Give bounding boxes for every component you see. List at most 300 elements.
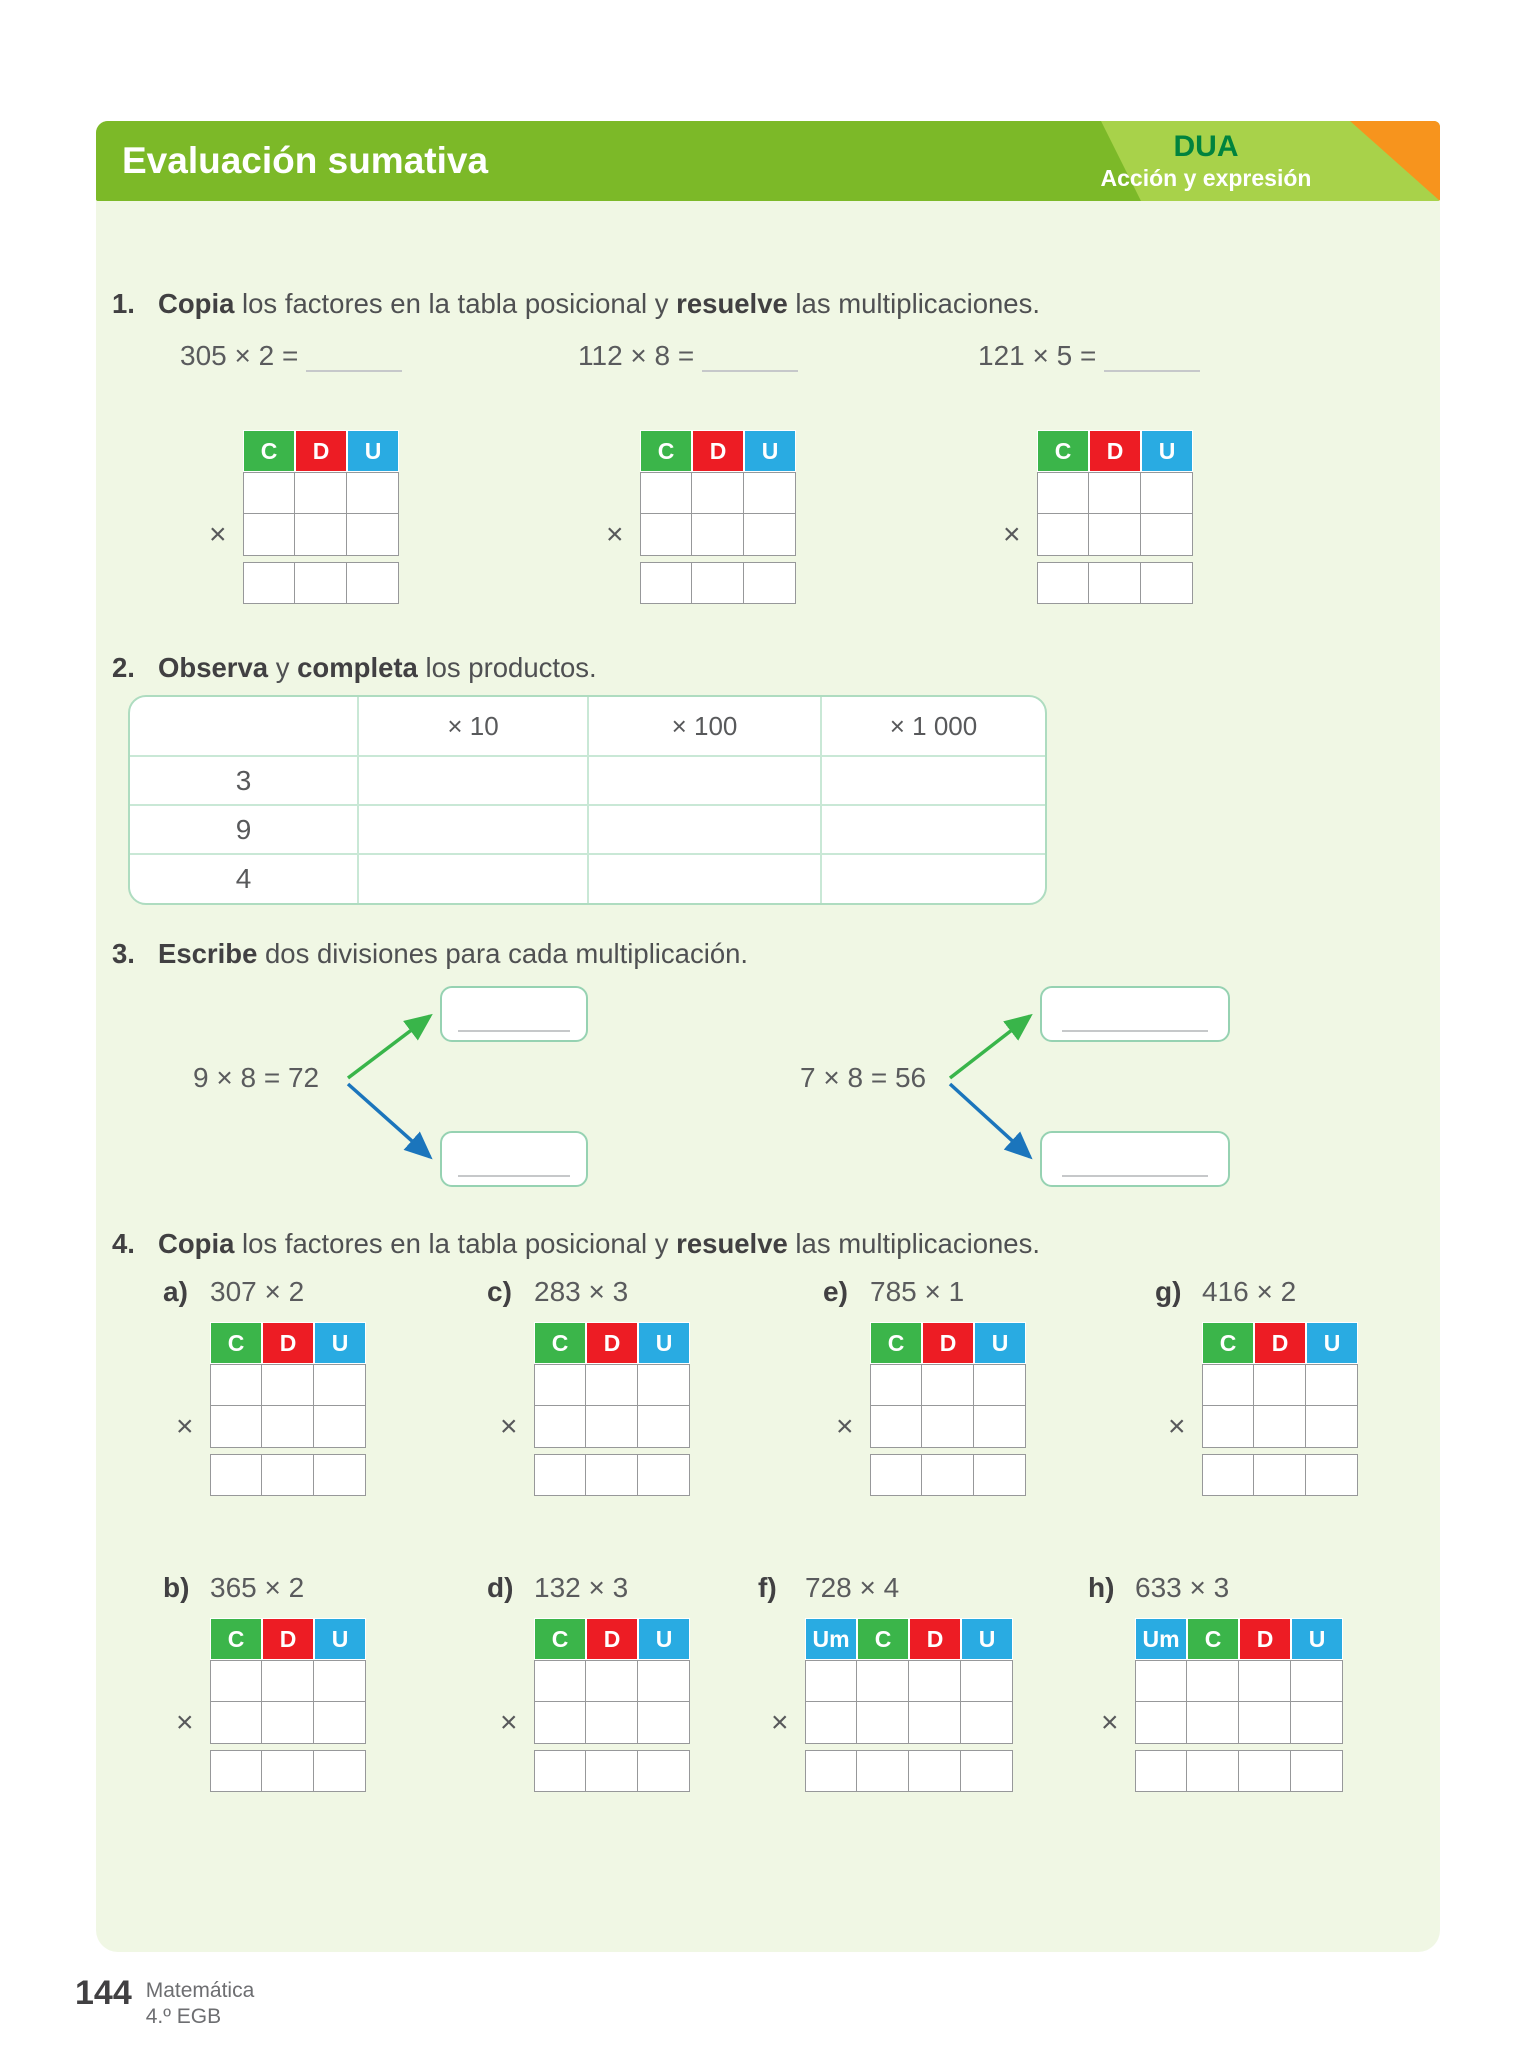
- column-header-U: U: [314, 1322, 366, 1364]
- column-header-U: U: [974, 1322, 1026, 1364]
- division-arrows-icon: [944, 983, 1040, 1195]
- place-value-header-row: [210, 1322, 366, 1364]
- table-row: [534, 1660, 690, 1702]
- digit-cell[interactable]: [1306, 1406, 1358, 1448]
- place-value-table-g: [1168, 1322, 1358, 1496]
- place-value-table-1: [209, 430, 399, 604]
- table-row: [1037, 562, 1193, 604]
- answer-blank[interactable]: [1104, 342, 1200, 372]
- place-value-header-row: [534, 1618, 690, 1660]
- column-header-U: U: [1306, 1322, 1358, 1364]
- column-header-C: C: [1037, 430, 1089, 472]
- digit-cell[interactable]: [857, 1750, 909, 1792]
- table-row: [243, 562, 399, 604]
- instruction-text: los productos.: [417, 652, 597, 683]
- digit-cell[interactable]: [1135, 1702, 1187, 1744]
- table-row: [534, 1750, 690, 1792]
- place-value-header-row: [210, 1618, 366, 1660]
- digit-cell[interactable]: [295, 514, 347, 556]
- digit-cell[interactable]: [262, 1750, 314, 1792]
- subject-label: Matemática: [145, 1979, 255, 2002]
- exercise4-item-c: [487, 1276, 690, 1501]
- digit-cell[interactable]: [1141, 472, 1193, 514]
- table-row: [870, 1406, 1026, 1448]
- exercise4-item-a: [163, 1276, 366, 1501]
- table-row: [210, 1364, 366, 1406]
- table-row: [805, 1702, 1013, 1744]
- item-label: h): [1088, 1572, 1115, 1603]
- table-row: [210, 1406, 366, 1448]
- digit-cell[interactable]: [210, 1364, 262, 1406]
- table-row: [1037, 514, 1193, 556]
- product-cell[interactable]: [587, 804, 820, 853]
- item-expression: 728 × 4: [805, 1572, 900, 1603]
- grade-label: 4.º EGB: [145, 2005, 222, 2029]
- column-header-D: D: [692, 430, 744, 472]
- column-header-C: C: [640, 430, 692, 472]
- instruction-bold: resuelve: [676, 1228, 788, 1259]
- product-cell[interactable]: [587, 755, 820, 804]
- place-value-table-f: [771, 1618, 1013, 1792]
- digit-cell[interactable]: [314, 1702, 366, 1744]
- digit-cell[interactable]: [586, 1406, 638, 1448]
- multiplication-problem-1: [180, 340, 402, 372]
- digit-cell[interactable]: [744, 514, 796, 556]
- digit-cell[interactable]: [1254, 1406, 1306, 1448]
- digit-cell[interactable]: [586, 1454, 638, 1496]
- division-answer-box[interactable]: [1040, 986, 1230, 1042]
- division-arrows-icon: [340, 983, 440, 1195]
- column-header-D: D: [1254, 1322, 1306, 1364]
- book-info: [146, 1974, 255, 2031]
- column-header-Um: Um: [1135, 1618, 1187, 1660]
- times-sign: ×: [209, 518, 227, 551]
- digit-cell[interactable]: [857, 1660, 909, 1702]
- digit-cell[interactable]: [909, 1702, 961, 1744]
- column-header-x100: × 100: [587, 697, 820, 755]
- exercise2-number: 2.: [112, 652, 135, 683]
- digit-cell[interactable]: [692, 514, 744, 556]
- digit-cell[interactable]: [314, 1364, 366, 1406]
- times-sign: ×: [1168, 1410, 1186, 1443]
- table-row: [1202, 1454, 1358, 1496]
- place-value-grid: [534, 1322, 690, 1496]
- place-value-header-row: [640, 430, 796, 472]
- digit-cell[interactable]: [314, 1406, 366, 1448]
- answer-blank[interactable]: [702, 342, 798, 372]
- page-number: 144: [75, 1974, 132, 2012]
- row-label: 3: [130, 755, 357, 804]
- digit-cell[interactable]: [262, 1702, 314, 1744]
- column-header-D: D: [586, 1322, 638, 1364]
- digit-cell[interactable]: [909, 1660, 961, 1702]
- digit-cell[interactable]: [1254, 1454, 1306, 1496]
- instruction-bold: Escribe: [158, 938, 258, 969]
- digit-cell[interactable]: [314, 1750, 366, 1792]
- digit-cell[interactable]: [805, 1702, 857, 1744]
- digit-cell[interactable]: [295, 472, 347, 514]
- digit-cell[interactable]: [347, 514, 399, 556]
- multiplication-problem-2: [578, 340, 798, 372]
- digit-cell[interactable]: [974, 1406, 1026, 1448]
- digit-cell[interactable]: [961, 1660, 1013, 1702]
- column-header-C: C: [1187, 1618, 1239, 1660]
- item-label: c): [487, 1276, 512, 1307]
- item-expression: 132 × 3: [534, 1572, 629, 1603]
- digit-cell[interactable]: [870, 1406, 922, 1448]
- table-row: [534, 1702, 690, 1744]
- table-row: [1202, 1406, 1358, 1448]
- column-header-C: C: [243, 430, 295, 472]
- place-value-grid: [805, 1618, 1013, 1792]
- digit-cell[interactable]: [1187, 1702, 1239, 1744]
- multiplication-equation-2: 7 × 8 = 56: [800, 1062, 927, 1093]
- digit-cell[interactable]: [638, 1406, 690, 1448]
- answer-line: [458, 1175, 570, 1177]
- digit-cell[interactable]: [1239, 1750, 1291, 1792]
- digit-cell[interactable]: [1141, 562, 1193, 604]
- place-value-header-row: [1202, 1322, 1358, 1364]
- table-row: [1037, 472, 1193, 514]
- digit-cell[interactable]: [638, 1750, 690, 1792]
- place-value-grid: [210, 1322, 366, 1496]
- table-row: [243, 514, 399, 556]
- digit-cell[interactable]: [640, 472, 692, 514]
- place-value-header-row: [534, 1322, 690, 1364]
- digit-cell[interactable]: [262, 1660, 314, 1702]
- table-row: [640, 514, 796, 556]
- digit-cell[interactable]: [1037, 472, 1089, 514]
- page-footer: [75, 1974, 254, 2031]
- table-row: [805, 1750, 1013, 1792]
- digit-cell[interactable]: [314, 1660, 366, 1702]
- instruction-bold: Copia: [158, 288, 235, 319]
- digit-cell[interactable]: [534, 1454, 586, 1496]
- place-value-grid: [1037, 430, 1193, 604]
- digit-cell[interactable]: [262, 1454, 314, 1496]
- times-sign: ×: [500, 1410, 518, 1443]
- exercise2-instruction: [112, 652, 597, 684]
- table-row: [210, 1702, 366, 1744]
- table-row: [534, 1406, 690, 1448]
- digit-cell[interactable]: [1089, 562, 1141, 604]
- column-header-D: D: [1089, 430, 1141, 472]
- column-header-D: D: [262, 1322, 314, 1364]
- item-label: d): [487, 1572, 514, 1603]
- column-header-D: D: [586, 1618, 638, 1660]
- division-answer-box[interactable]: [440, 986, 588, 1042]
- item-label: f): [758, 1572, 777, 1603]
- instruction-bold: resuelve: [676, 288, 788, 319]
- digit-cell[interactable]: [1089, 514, 1141, 556]
- instruction-bold: completa: [297, 652, 418, 683]
- table-row: [870, 1454, 1026, 1496]
- digit-cell[interactable]: [314, 1454, 366, 1496]
- table-row: [640, 472, 796, 514]
- digit-cell[interactable]: [961, 1702, 1013, 1744]
- table-row: [534, 1364, 690, 1406]
- table-row: [210, 1454, 366, 1496]
- place-value-table-a: [176, 1322, 366, 1496]
- digit-cell[interactable]: [1291, 1750, 1343, 1792]
- product-cell[interactable]: [820, 853, 1045, 903]
- item-expression: 416 × 2: [1202, 1276, 1297, 1307]
- exercise4-text: [158, 1228, 1040, 1260]
- column-header-D: D: [922, 1322, 974, 1364]
- column-header-U: U: [1291, 1618, 1343, 1660]
- instruction-bold: Copia: [158, 1228, 235, 1259]
- exercise4-number: 4.: [112, 1228, 135, 1259]
- table-row: [210, 1660, 366, 1702]
- dua-subtitle: Acción y expresión: [1100, 164, 1312, 191]
- digit-cell[interactable]: [534, 1750, 586, 1792]
- digit-cell[interactable]: [805, 1660, 857, 1702]
- table-row: [1135, 1750, 1343, 1792]
- place-value-header-row: [243, 430, 399, 472]
- digit-cell[interactable]: [243, 472, 295, 514]
- column-header-D: D: [1239, 1618, 1291, 1660]
- digit-cell[interactable]: [1291, 1660, 1343, 1702]
- orange-corner-shape: [1320, 121, 1440, 201]
- row-label: 4: [130, 853, 357, 903]
- digit-cell[interactable]: [1187, 1660, 1239, 1702]
- exercise4-item-e: [823, 1276, 1026, 1501]
- column-header-C: C: [1202, 1322, 1254, 1364]
- digit-cell[interactable]: [638, 1702, 690, 1744]
- column-header-C: C: [210, 1322, 262, 1364]
- instruction-text: las multiplicaciones.: [787, 1228, 1040, 1259]
- digit-cell[interactable]: [1135, 1660, 1187, 1702]
- digit-cell[interactable]: [1239, 1702, 1291, 1744]
- digit-cell[interactable]: [243, 514, 295, 556]
- arrow-down-icon: [348, 1084, 430, 1157]
- item-expression: 283 × 3: [534, 1276, 629, 1307]
- column-header-D: D: [262, 1618, 314, 1660]
- answer-blank[interactable]: [306, 342, 402, 372]
- digit-cell[interactable]: [1202, 1454, 1254, 1496]
- digit-cell[interactable]: [1037, 514, 1089, 556]
- place-value-grid: [640, 430, 796, 604]
- digit-cell[interactable]: [262, 1364, 314, 1406]
- digit-cell[interactable]: [692, 562, 744, 604]
- digit-cell[interactable]: [534, 1702, 586, 1744]
- place-value-grid: [210, 1618, 366, 1792]
- digit-cell[interactable]: [744, 472, 796, 514]
- place-value-header-row: [1135, 1618, 1343, 1660]
- product-cell[interactable]: [820, 755, 1045, 804]
- exercise4-item-f: [758, 1572, 1013, 1797]
- column-header-C: C: [534, 1322, 586, 1364]
- column-header-C: C: [534, 1618, 586, 1660]
- table-row: [534, 1454, 690, 1496]
- table-row: [1135, 1702, 1343, 1744]
- column-header-C: C: [210, 1618, 262, 1660]
- column-header-U: U: [314, 1618, 366, 1660]
- digit-cell[interactable]: [974, 1364, 1026, 1406]
- dua-title: DUA: [1173, 130, 1239, 163]
- exercise1-text: [158, 288, 1040, 320]
- exercise1-number: 1.: [112, 288, 135, 319]
- digit-cell[interactable]: [640, 514, 692, 556]
- product-cell[interactable]: [587, 853, 820, 903]
- page-banner: [96, 121, 1440, 201]
- exercise4-item-d: [487, 1572, 690, 1797]
- instruction-bold: Observa: [158, 652, 269, 683]
- digit-cell[interactable]: [210, 1454, 262, 1496]
- answer-line: [1062, 1175, 1207, 1177]
- digit-cell[interactable]: [1037, 562, 1089, 604]
- digit-cell[interactable]: [1135, 1750, 1187, 1792]
- item-label: a): [163, 1276, 188, 1307]
- digit-cell[interactable]: [210, 1750, 262, 1792]
- place-value-table-h: [1101, 1618, 1343, 1792]
- digit-cell[interactable]: [243, 562, 295, 604]
- digit-cell[interactable]: [692, 472, 744, 514]
- column-header-x1000: × 1 000: [820, 697, 1045, 755]
- answer-line: [1062, 1030, 1207, 1032]
- digit-cell[interactable]: [534, 1364, 586, 1406]
- place-value-table-3: [1003, 430, 1193, 604]
- arrow-up-icon: [950, 1016, 1030, 1078]
- digit-cell[interactable]: [534, 1660, 586, 1702]
- column-header-C: C: [870, 1322, 922, 1364]
- digit-cell[interactable]: [974, 1454, 1026, 1496]
- column-header-D: D: [295, 430, 347, 472]
- digit-cell[interactable]: [1291, 1702, 1343, 1744]
- item-label: b): [163, 1572, 190, 1603]
- place-value-header-row: [805, 1618, 1013, 1660]
- place-value-grid: [534, 1618, 690, 1792]
- digit-cell[interactable]: [870, 1364, 922, 1406]
- column-header-U: U: [638, 1322, 690, 1364]
- instruction-text: y: [268, 652, 298, 683]
- digit-cell[interactable]: [1089, 472, 1141, 514]
- times-sign: ×: [1101, 1706, 1119, 1739]
- exercise4-item-h: [1088, 1572, 1343, 1797]
- division-answer-box[interactable]: [1040, 1131, 1230, 1187]
- column-header-U: U: [744, 430, 796, 472]
- column-header-U: U: [961, 1618, 1013, 1660]
- times-sign: ×: [500, 1706, 518, 1739]
- digit-cell[interactable]: [262, 1406, 314, 1448]
- item-expression: 785 × 1: [870, 1276, 965, 1307]
- digit-cell[interactable]: [638, 1364, 690, 1406]
- digit-cell[interactable]: [1306, 1454, 1358, 1496]
- item-expression: 307 × 2: [210, 1276, 305, 1307]
- digit-cell[interactable]: [1254, 1364, 1306, 1406]
- place-value-header-row: [1037, 430, 1193, 472]
- instruction-text: los factores en la tabla posicional y: [234, 1228, 677, 1259]
- place-value-grid: [1135, 1618, 1343, 1792]
- row-label: 9: [130, 804, 357, 853]
- instruction-text: dos divisiones para cada multiplicación.: [257, 938, 749, 969]
- digit-cell[interactable]: [586, 1364, 638, 1406]
- exercise1-instruction: [112, 288, 1040, 320]
- product-cell[interactable]: [357, 804, 587, 853]
- digit-cell[interactable]: [586, 1750, 638, 1792]
- digit-cell[interactable]: [638, 1660, 690, 1702]
- digit-cell[interactable]: [1239, 1660, 1291, 1702]
- item-label: g): [1155, 1276, 1182, 1307]
- digit-cell[interactable]: [870, 1454, 922, 1496]
- digit-cell[interactable]: [909, 1750, 961, 1792]
- place-value-grid: [243, 430, 399, 604]
- item-expression: 365 × 2: [210, 1572, 305, 1603]
- digit-cell[interactable]: [922, 1406, 974, 1448]
- digit-cell[interactable]: [638, 1454, 690, 1496]
- digit-cell[interactable]: [347, 562, 399, 604]
- place-value-header-row: [870, 1322, 1026, 1364]
- column-header-U: U: [1141, 430, 1193, 472]
- table-row: [640, 562, 796, 604]
- place-value-grid: [870, 1322, 1026, 1496]
- digit-cell[interactable]: [295, 562, 347, 604]
- times-sign: ×: [606, 518, 624, 551]
- exercise4-item-g: [1155, 1276, 1358, 1501]
- division-answer-box[interactable]: [440, 1131, 588, 1187]
- digit-cell[interactable]: [210, 1702, 262, 1744]
- digit-cell[interactable]: [744, 562, 796, 604]
- problem-expression: 305 × 2 =: [180, 340, 299, 371]
- column-header-D: D: [909, 1618, 961, 1660]
- table-row: [805, 1660, 1013, 1702]
- multiplication-problem-3: [978, 340, 1200, 372]
- digit-cell[interactable]: [1202, 1364, 1254, 1406]
- product-cell[interactable]: [357, 853, 587, 903]
- digit-cell[interactable]: [922, 1454, 974, 1496]
- digit-cell[interactable]: [1141, 514, 1193, 556]
- digit-cell[interactable]: [640, 562, 692, 604]
- digit-cell[interactable]: [1187, 1750, 1239, 1792]
- problem-expression: 112 × 8 =: [578, 340, 695, 371]
- arrow-up-icon: [348, 1016, 430, 1078]
- product-cell[interactable]: [357, 755, 587, 804]
- digit-cell[interactable]: [805, 1750, 857, 1792]
- place-value-table-c: [500, 1322, 690, 1496]
- product-cell[interactable]: [820, 804, 1045, 853]
- place-value-grid: [1202, 1322, 1358, 1496]
- digit-cell[interactable]: [922, 1364, 974, 1406]
- times-sign: ×: [836, 1410, 854, 1443]
- times-sign: ×: [1003, 518, 1021, 551]
- column-header-U: U: [638, 1618, 690, 1660]
- column-header-Um: Um: [805, 1618, 857, 1660]
- place-value-table-d: [500, 1618, 690, 1792]
- digit-cell[interactable]: [1306, 1364, 1358, 1406]
- digit-cell[interactable]: [347, 472, 399, 514]
- instruction-text: las multiplicaciones.: [787, 288, 1040, 319]
- column-header-x10: × 10: [357, 697, 587, 755]
- digit-cell[interactable]: [586, 1702, 638, 1744]
- digit-cell[interactable]: [961, 1750, 1013, 1792]
- table-row: [243, 472, 399, 514]
- column-header-C: C: [857, 1618, 909, 1660]
- exercise3-text: [158, 938, 748, 970]
- digit-cell[interactable]: [210, 1406, 262, 1448]
- arrow-down-icon: [950, 1084, 1030, 1157]
- digit-cell[interactable]: [857, 1702, 909, 1744]
- column-header-U: U: [347, 430, 399, 472]
- digit-cell[interactable]: [1202, 1406, 1254, 1448]
- digit-cell[interactable]: [586, 1660, 638, 1702]
- dua-badge: [1076, 130, 1336, 192]
- table-row: [1202, 1364, 1358, 1406]
- digit-cell[interactable]: [210, 1660, 262, 1702]
- times-sign: ×: [176, 1410, 194, 1443]
- digit-cell[interactable]: [534, 1406, 586, 1448]
- table-row: [1135, 1660, 1343, 1702]
- table-row: [870, 1364, 1026, 1406]
